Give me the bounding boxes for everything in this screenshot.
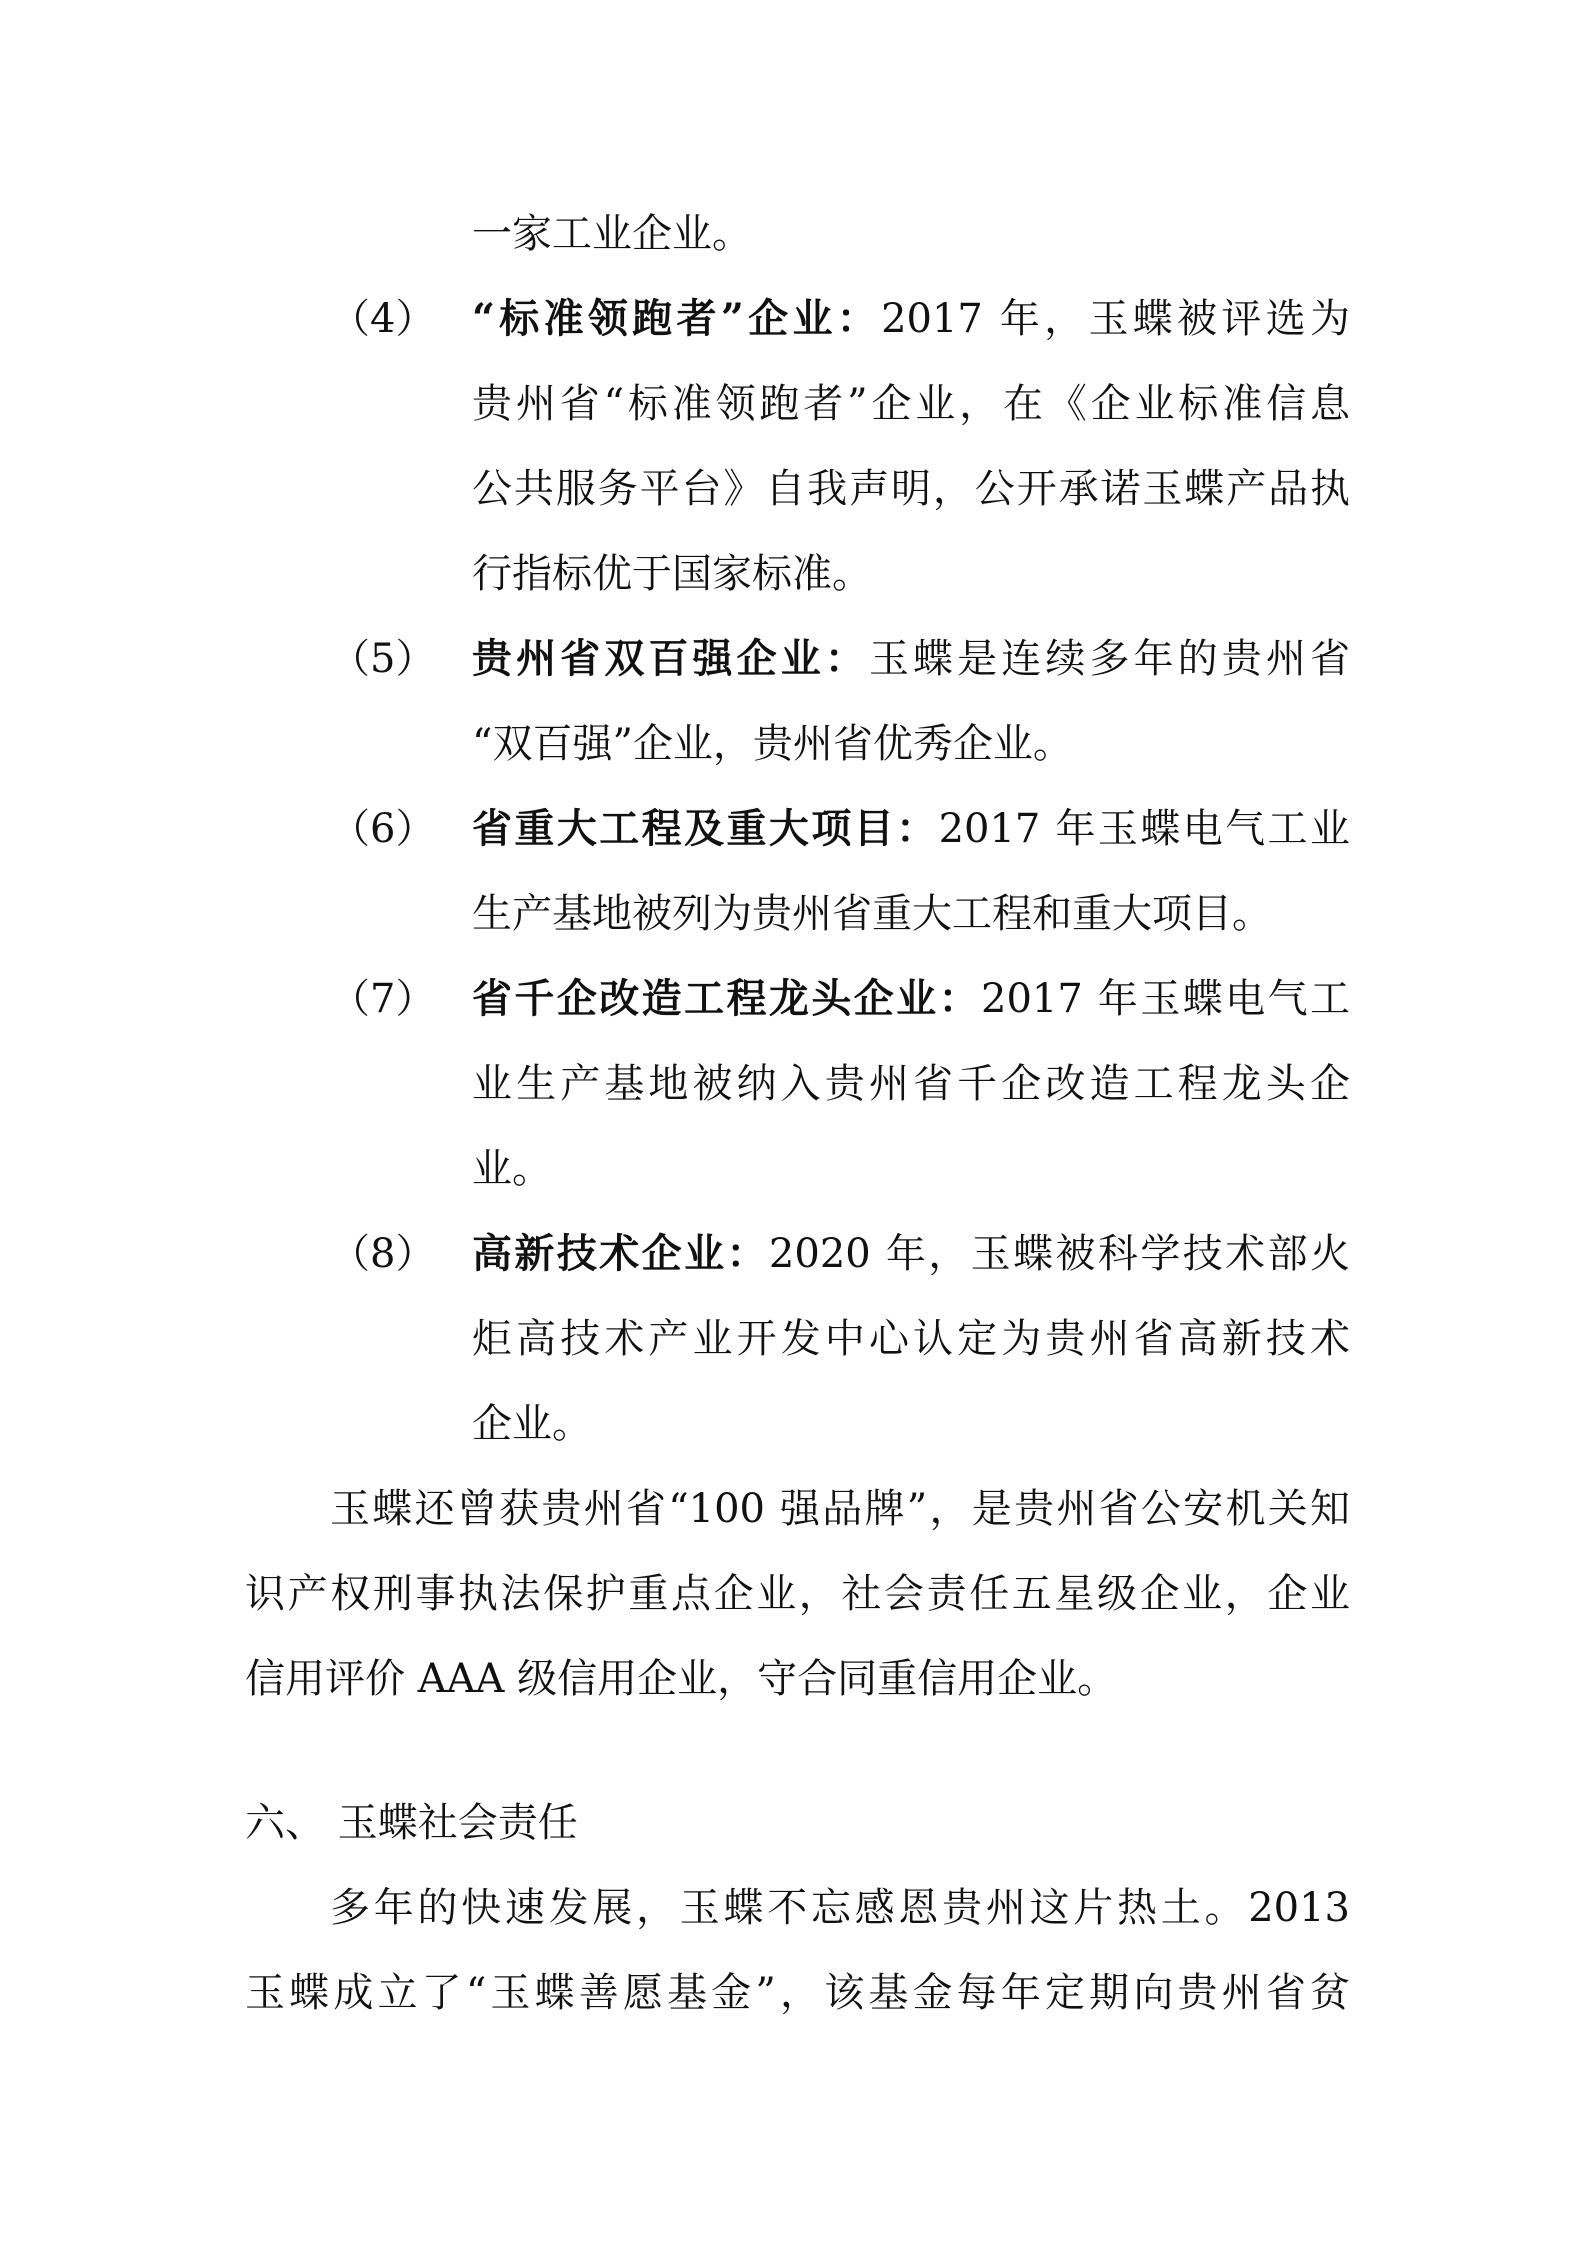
list-number: （6） — [330, 806, 436, 852]
text-line: 生产基地被列为贵州省重大工程和重大项目。 — [472, 891, 1272, 937]
text-line: “双百强”企业，贵州省优秀企业。 — [472, 721, 1073, 767]
paragraph-line: 识产权刑事执法保护重点企业，社会责任五星级企业，企业 — [245, 1571, 1350, 1617]
list-item-title: 贵州省双百强企业： — [472, 635, 869, 682]
paragraph-line: 信用评价 AAA 级信用企业，守合同重信用企业。 — [245, 1656, 1118, 1702]
paragraph-line: 玉蝶还曾获贵州省“100 强品牌”，是贵州省公安机关知 — [330, 1486, 1350, 1532]
list-number: （8） — [330, 1231, 436, 1277]
paragraph-line: 多年的快速发展，玉蝶不忘感恩贵州这片热土。2013 — [330, 1885, 1350, 1931]
list-item-line — [472, 971, 1350, 1027]
list-item-text: 2017 年，玉蝶被评选为 — [881, 296, 1350, 342]
list-item-title: 省千企改造工程龙头企业： — [472, 975, 981, 1022]
text-line: 业。 — [472, 1146, 552, 1192]
list-item-line — [472, 631, 1350, 687]
text-line: 贵州省“标准领跑者”企业，在《企业标准信息 — [472, 381, 1350, 427]
list-number: （4） — [330, 296, 436, 342]
text-line: 一家工业企业。 — [472, 211, 752, 257]
list-item-text: 2017 年玉蝶电气工业 — [938, 806, 1350, 852]
list-item-title: 高新技术企业： — [472, 1230, 769, 1277]
list-item-line — [472, 801, 1350, 857]
text-line: 公共服务平台》自我声明，公开承诺玉蝶产品执 — [472, 466, 1350, 512]
list-item-title: 省重大工程及重大项目： — [472, 805, 939, 852]
list-item-title: “标准领跑者”企业： — [472, 295, 882, 342]
text-line: 企业。 — [472, 1401, 592, 1447]
list-item-text: 2017 年玉蝶电气工 — [981, 976, 1350, 1022]
list-item-text: 2020 年，玉蝶被科学技术部火 — [768, 1231, 1350, 1277]
list-item-line — [472, 1226, 1350, 1282]
section-heading: 六、 玉蝶社会责任 — [245, 1800, 578, 1846]
list-item-line — [472, 291, 1350, 347]
paragraph-line: 玉蝶成立了“玉蝶善愿基金”，该基金每年定期向贵州省贫 — [245, 1970, 1350, 2016]
text-line: 业生产基地被纳入贵州省千企改造工程龙头企 — [472, 1061, 1350, 1107]
list-number: （7） — [330, 976, 436, 1022]
text-line: 炬高技术产业开发中心认定为贵州省高新技术 — [472, 1316, 1350, 1362]
list-number: （5） — [330, 636, 436, 682]
list-item-text: 玉蝶是连续多年的贵州省 — [868, 636, 1350, 682]
text-line: 行指标优于国家标准。 — [472, 551, 872, 597]
